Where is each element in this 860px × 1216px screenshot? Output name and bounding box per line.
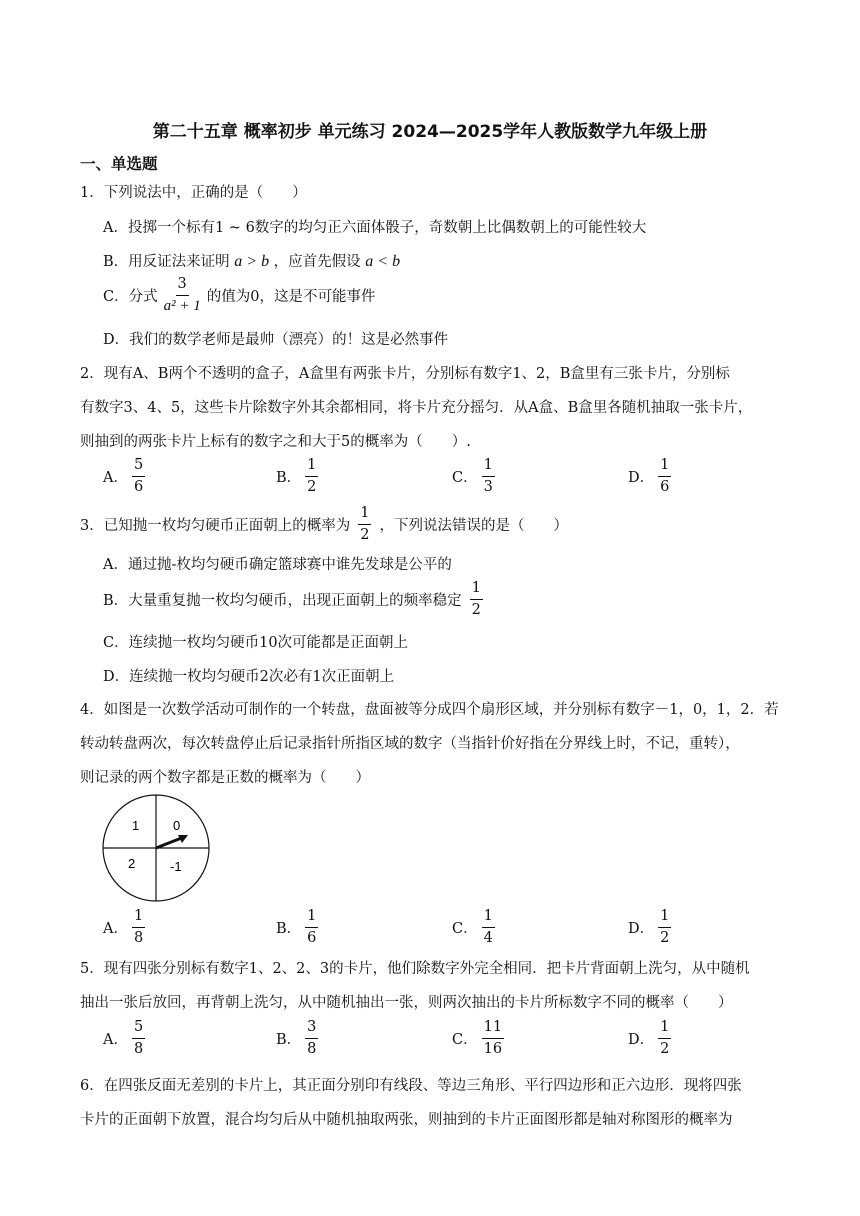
q2-option-b [276, 457, 322, 495]
fraction-denominator: 2 [660, 1040, 670, 1057]
spinner-label-top-right: 0 [173, 818, 181, 833]
q1-option-c-fraction [162, 276, 203, 315]
page-title: 第二十五章 概率初步 单元练习 2024—2025学年人教版数学九年级上册 [152, 122, 708, 142]
q4-line-1: 4．如图是一次数学活动可制作的一个转盘，盘面被等分成四个扇形区域，并分别标有数字－1，0，1，2．若 [80, 702, 779, 718]
option-label: B． [276, 920, 302, 937]
fraction-numerator: 1 [482, 908, 495, 928]
option-label: C． [452, 469, 478, 486]
q1-option-b-text: B．用反证法来证明 [103, 254, 230, 270]
fraction-numerator: 1 [658, 457, 671, 477]
fraction-denominator: 4 [483, 929, 493, 946]
fraction-denominator: 6 [307, 929, 317, 946]
q3-option-b-text: B．大量重复抛一枚均匀硬币，出现正面朝上的频率稳定 [103, 592, 462, 609]
spinner-label-bottom-right: -1 [170, 859, 182, 874]
fraction-denominator: 2 [307, 478, 317, 495]
option-label: C． [452, 920, 478, 937]
q5-line-1: 5．现有四张分别标有数字1、2、2、3的卡片，他们除数字外完全相同．把卡片背面朝上洗匀，从中随机 [80, 961, 750, 977]
spinner-pointer [156, 837, 184, 848]
fraction-denominator: 2 [471, 601, 481, 618]
q4-option-d [628, 908, 675, 946]
fraction-denominator: 6 [660, 478, 670, 495]
q4-option-a [103, 908, 149, 946]
q1-option-b-mid: ，应首先假设 [273, 254, 361, 270]
q6-line-1: 6．在四张反面无差别的卡片上，其正面分别印有线段、等边三角形、平行四边形和正六边形．现将四张 [80, 1078, 742, 1094]
q1-stem: 1．下列说法中，正确的是（ ） [80, 185, 307, 201]
option-label: B． [276, 469, 302, 486]
option-label: C． [452, 1031, 478, 1048]
option-label: D． [628, 1031, 655, 1048]
q1-option-b-math1: a > b [234, 253, 270, 270]
q2-option-a [103, 457, 149, 495]
fraction-numerator: 1 [470, 580, 483, 600]
q1-option-c [103, 276, 375, 315]
spinner-label-top-left: 1 [132, 818, 140, 833]
fraction-numerator: 1 [305, 457, 318, 477]
q1-option-d: D．我们的数学老师是最帅（漂亮）的！这是必然事件 [103, 332, 449, 348]
q2-line-1: 2．现有A、B两个不透明的盒子，A盒里有两张卡片，分别标有数字1、2，B盒里有三张卡片，分别标 [80, 366, 730, 382]
q5-option-d [628, 1019, 675, 1057]
option-label: A． [103, 920, 128, 937]
spinner-label-bottom-left: 2 [128, 856, 136, 871]
option-label: A． [103, 469, 128, 486]
option-label: A． [103, 1031, 128, 1048]
q1-option-c-pre: C．分式 [103, 288, 158, 305]
fraction-numerator: 5 [132, 457, 145, 477]
q2-line-3: 则抽到的两张卡片上标有的数字之和大于5的概率为（ ）. [80, 434, 471, 450]
fraction-denominator: 2 [360, 526, 370, 543]
fraction-denominator: 8 [133, 929, 144, 946]
q2-option-c [452, 457, 499, 495]
q4-option-c [452, 908, 499, 946]
fraction-numerator: 1 [658, 908, 671, 928]
q3-option-c: C．连续抛一枚均匀硬币10次可能都是正面朝上 [103, 635, 409, 651]
q2-option-d [628, 457, 675, 495]
q3-stem-post: ，下列说法错误的是（ ） [379, 517, 568, 534]
fraction-numerator: 3 [305, 1019, 318, 1039]
q1-option-a: A．投掷一个标有1 ~ 6数字的均匀正六面体骰子，奇数朝上比偶数朝上的可能性较大 [103, 220, 647, 236]
fraction-denominator: 6 [133, 478, 144, 495]
q2-line-2: 有数字3、4、5，这些卡片除数字外其余都相同，将卡片充分摇匀．从A盒、B盒里各随机抽取一张卡片， [80, 400, 753, 416]
fraction-numerator: 1 [482, 457, 495, 477]
fraction-denominator: 16 [483, 1040, 503, 1057]
option-label: B． [276, 1031, 302, 1048]
q1-option-b [103, 250, 400, 271]
fraction-denominator: 2 [660, 929, 670, 946]
fraction-denominator: 8 [307, 1040, 317, 1057]
fraction-denominator: 8 [133, 1040, 144, 1057]
q5-line-2: 抽出一张后放回，再背朝上洗匀，从中随机抽出一张，则两次抽出的卡片所标数字不同的概率（ ） [80, 995, 733, 1011]
q6-line-2: 卡片的正面朝下放置，混合均匀后从中随机抽取两张，则抽到的卡片正面图形都是轴对称图形的概率为 [80, 1112, 733, 1128]
spinner-figure [100, 794, 216, 906]
q4-line-2: 转动转盘两次，每次转盘停止后记录指针所指区域的数字（当指针价好指在分界线上时，不记，重转）， [80, 736, 740, 752]
option-label: D． [628, 469, 655, 486]
fraction-denominator: 3 [483, 478, 493, 495]
fraction-numerator: 1 [132, 908, 145, 928]
q3-stem-pre: 3．已知抛一枚均匀硬币正面朝上的概率为 [80, 517, 351, 534]
fraction-numerator: 1 [358, 505, 371, 525]
q1-option-b-math2: a < b [365, 253, 401, 270]
q4-option-b [276, 908, 322, 946]
q3-stem [80, 505, 568, 543]
fraction-denominator: a² + 1 [163, 297, 201, 314]
section-heading: 一、单选题 [80, 155, 158, 173]
q3-option-d: D．连续抛一枚均匀硬币2次必有1次正面朝上 [103, 669, 395, 685]
q5-option-c [452, 1019, 508, 1057]
fraction-numerator: 1 [658, 1019, 671, 1039]
q5-option-a [103, 1019, 149, 1057]
option-label: D． [628, 920, 655, 937]
fraction-numerator: 11 [482, 1019, 504, 1039]
fraction-numerator: 5 [132, 1019, 145, 1039]
q3-option-b [103, 580, 487, 618]
q5-option-b [276, 1019, 322, 1057]
q3-option-a: A．通过抛-枚均匀硬币确定篮球赛中谁先发球是公平的 [103, 557, 452, 573]
q1-option-c-post: 的值为0，这是不可能事件 [206, 288, 376, 305]
q4-line-3: 则记录的两个数字都是正数的概率为（ ） [80, 770, 370, 786]
fraction-numerator: 1 [305, 908, 318, 928]
fraction-numerator: 3 [176, 276, 189, 296]
